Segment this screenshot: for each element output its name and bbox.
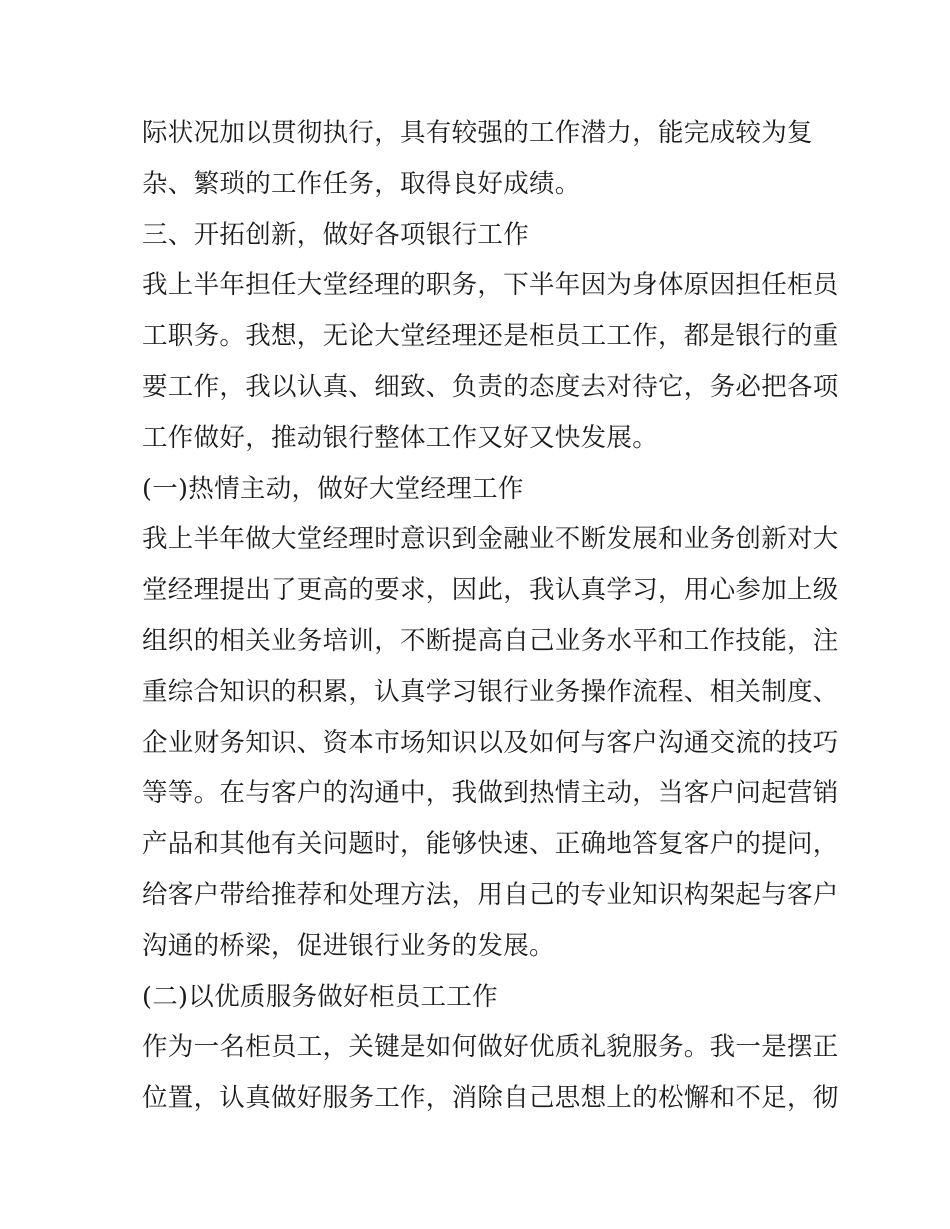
text-line: 组织的相关业务培训，不断提高自己业务水平和工作技能，注 (142, 625, 839, 656)
section-heading: 三、开拓创新，做好各项银行工作 (142, 219, 530, 250)
text-line: 重综合知识的积累，认真学习银行业务操作流程、相关制度、 (142, 676, 839, 707)
text-line: 我上半年做大堂经理时意识到金融业不断发展和业务创新对大 (142, 524, 839, 555)
text-line: 杂、繁琐的工作任务，取得良好成绩。 (142, 168, 581, 199)
text-line: 我上半年担任大堂经理的职务，下半年因为身体原因担任柜员 (142, 270, 839, 301)
text-line: 作为一名柜员工，关键是如何做好优质礼貌服务。我一是摆正 (142, 1032, 839, 1063)
text-line: 沟通的桥梁，促进银行业务的发展。 (142, 930, 555, 961)
text-line: 际状况加以贯彻执行，具有较强的工作潜力，能完成较为复 (142, 118, 813, 148)
text-line: 给客户带给推荐和处理方法，用自己的专业知识构架起与客户 (142, 879, 839, 910)
text-line: 产品和其他有关问题时，能够快速、正确地答复客户的提问， (142, 829, 839, 860)
text-line: 企业财务知识、资本市场知识以及如何与客户沟通交流的技巧 (142, 727, 839, 758)
text-line: 位置，认真做好服务工作，消除自己思想上的松懈和不足，彻 (142, 1083, 839, 1114)
document-body (142, 108, 839, 1124)
text-line: 工职务。我想，无论大堂经理还是柜员工工作，都是银行的重 (142, 321, 839, 352)
text-line: 等等。在与客户的沟通中，我做到热情主动，当客户问起营销 (142, 778, 839, 809)
subsection-heading: (一)热情主动，做好大堂经理工作 (142, 473, 524, 504)
subsection-heading: (二)以优质服务做好柜员工工作 (142, 981, 498, 1012)
text-line: 工作做好，推动银行整体工作又好又快发展。 (142, 422, 659, 453)
text-line: 要工作，我以认真、细致、负责的态度去对待它，务必把各项 (142, 371, 839, 402)
text-line: 堂经理提出了更高的要求，因此，我认真学习，用心参加上级 (142, 575, 839, 606)
